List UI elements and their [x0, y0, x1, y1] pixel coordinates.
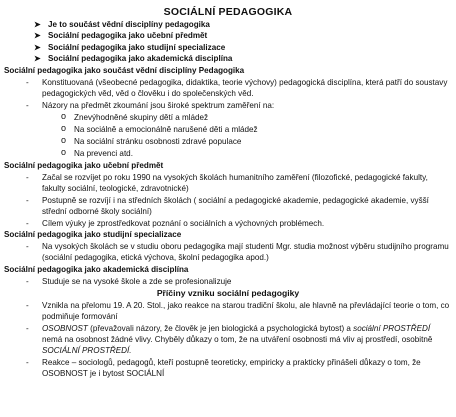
- sub-list-item-text: Na sociálně a emocionálně narušené děti a mládež: [74, 125, 258, 135]
- arrow-bullet-icon: ➤: [34, 20, 41, 29]
- list-item: [4, 77, 452, 99]
- dash-bullet: -: [26, 101, 29, 111]
- dash-bullet: -: [26, 276, 29, 286]
- list-item: [4, 241, 452, 263]
- topic-item: [34, 53, 452, 64]
- sub-list-item-text: Na sociální stránku osobnosti zdravé populace: [74, 137, 242, 147]
- section-heading: Sociální pedagogika jako součást vědní disciplíny Pedagogika: [4, 66, 245, 76]
- list-item: [4, 218, 452, 229]
- dash-bullet: -: [26, 242, 29, 252]
- list-item: [4, 100, 452, 111]
- section-heading: Sociální pedagogika jako učební předmět: [4, 160, 164, 170]
- page-title: SOCIÁLNÍ PEDAGOGIKA: [163, 6, 293, 18]
- arrow-bullet-icon: ➤: [34, 54, 41, 64]
- list-item-text: Začal se rozvíjet po roku 1990 na vysokých školách humanitního zaměření (filozofické, pedagogické fakulty, fakulty sociální, teologické, zdravotnické): [42, 172, 428, 193]
- section-heading: Sociální pedagogika jako akademická disciplína: [4, 264, 189, 274]
- section-heading: Sociální pedagogika jako studijní specializace: [4, 230, 182, 240]
- list-item-text: Postupně se rozvíjí i na středních školách ( sociální a pedagogické akademie, pedagogické akademie, vyšší střední odborné školy sociální): [42, 195, 429, 216]
- list-item: [4, 195, 452, 217]
- sub-list-item: [4, 124, 452, 135]
- topic-item: [34, 19, 452, 30]
- italic-term: OSOBNOST: [42, 323, 88, 333]
- list-item-text: Konstituovaná (všeobecné pedagogika, didaktika, teorie výchovy) pedagogická disciplína, která patří do soustavy pedagogických věd, věd o člověku i do společenských věd.: [42, 78, 448, 99]
- list-item-text: [42, 324, 432, 355]
- list-item-text: Reakce – sociologů, pedagogů, kteří postupně teoreticky, empiricky a prakticky přinášeli důkazy o tom, že OSOBNOST je i bytost SOCIÁLNÍ: [42, 357, 421, 378]
- list-item-text: Cílem výuky je zprostředkovat poznání o sociálních a výchovných problémech.: [42, 218, 325, 228]
- sub-list-item-text: Na prevenci atd.: [74, 149, 133, 159]
- list-item: [4, 357, 452, 379]
- list-item-text: Vznikla na přelomu 19. A 20. Stol., jako reakce na starou tradiční školu, ale hlavně na převládající teorie o tom, co podmiňuje formování: [42, 300, 450, 321]
- topic-list: [34, 19, 452, 65]
- text-run: (převažovali názory, že člověk je jen biologická a psychologická bytost) a: [87, 323, 354, 333]
- dash-bullet: -: [26, 195, 29, 205]
- causes-title: Příčiny vzniku sociální pedagogiky: [156, 287, 300, 298]
- italic-term: SOCIÁLNÍ PROSTŘEDÍ.: [42, 345, 132, 355]
- topic-item: [34, 30, 452, 41]
- dash-bullet: -: [26, 172, 29, 182]
- list-item-text: Názory na předmět zkoumání jsou široké spektrum zaměření na:: [42, 101, 275, 111]
- text-run: nemá na osobnost žádné vlivy. Chyběly důkazy o tom, že na utváření osobnosti má vliv aj prostředí, osobitně: [42, 334, 433, 344]
- dash-bullet: -: [26, 78, 29, 88]
- topic-label: Sociální pedagogika jako akademická disciplína: [48, 54, 233, 64]
- dash-bullet: -: [26, 357, 29, 367]
- italic-term: sociální PROSTŘEDÍ: [353, 323, 431, 333]
- list-item: [4, 300, 452, 322]
- circle-bullet-icon: o: [61, 123, 67, 134]
- sub-list-item-text: Znevýhodněné skupiny dětí a mládež: [74, 113, 209, 123]
- list-item: [4, 323, 452, 356]
- list-item: [4, 276, 452, 287]
- list-item-text: Studuje se na vysoké škole a zde se profesionalizuje: [42, 276, 232, 286]
- topic-label: Sociální pedagogika jako učební předmět: [48, 31, 208, 41]
- topic-label: Je to součást vědní disciplíny pedagogika: [48, 20, 210, 29]
- sub-list-item: [4, 112, 452, 123]
- circle-bullet-icon: o: [61, 135, 67, 146]
- sub-list-item: [4, 148, 452, 159]
- arrow-bullet-icon: ➤: [34, 42, 41, 52]
- topic-label: Sociální pedagogika jako studijní specializace: [48, 42, 226, 52]
- dash-bullet: -: [26, 300, 29, 310]
- document-page: [0, 6, 456, 417]
- topic-item: [34, 42, 452, 53]
- dash-bullet: -: [26, 323, 29, 333]
- list-item: [4, 172, 452, 194]
- circle-bullet-icon: o: [61, 147, 67, 158]
- sub-list-item: [4, 136, 452, 147]
- circle-bullet-icon: o: [61, 111, 67, 122]
- dash-bullet: -: [26, 218, 29, 228]
- list-item-text: Na vysokých školách se v studiu oboru pedagogika mají studenti Mgr. studia možnost výběru studijního programu (sociální pedagogika, etická výchova, školní pedagogika apod.): [42, 242, 449, 263]
- arrow-bullet-icon: ➤: [34, 31, 41, 41]
